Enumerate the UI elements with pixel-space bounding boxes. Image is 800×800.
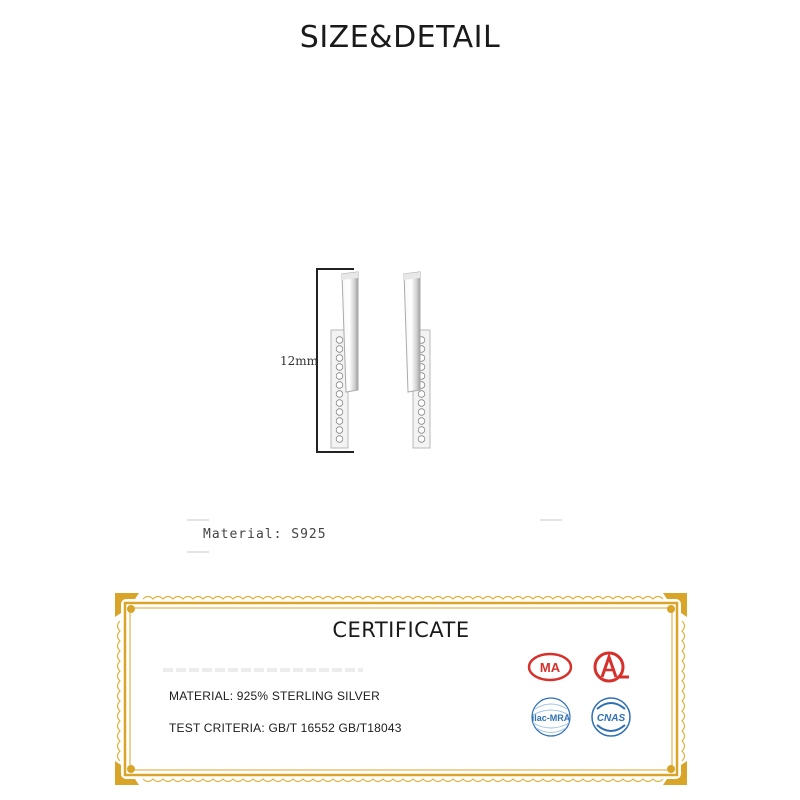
dimension-label: 12mm — [280, 354, 319, 368]
left-earring — [331, 272, 358, 448]
svg-text:ilac-MRA: ilac-MRA — [531, 713, 571, 723]
faint-mark — [540, 519, 562, 521]
cal-logo — [589, 649, 633, 685]
earrings-image — [300, 260, 460, 460]
svg-text:CNAS: CNAS — [596, 713, 626, 724]
faint-text-line — [163, 668, 363, 672]
certificate-panel — [113, 591, 689, 787]
faint-mark — [187, 519, 209, 521]
material-label: Material: S925 — [203, 527, 327, 542]
certificate-title: CERTIFICATE — [332, 618, 470, 642]
svg-text:MA: MA — [539, 660, 561, 675]
test-criteria-line: TEST CRITERIA: GB/T 16552 GB/T18043 — [169, 721, 402, 735]
page-title: SIZE&DETAIL — [299, 20, 501, 55]
faint-mark — [187, 551, 209, 553]
cnas-logo — [587, 695, 635, 739]
material-line: MATERIAL: 925% STERLING SILVER — [169, 689, 380, 703]
right-earring — [404, 272, 430, 448]
ilac-mra-logo — [527, 695, 575, 739]
cma-logo — [527, 651, 573, 683]
